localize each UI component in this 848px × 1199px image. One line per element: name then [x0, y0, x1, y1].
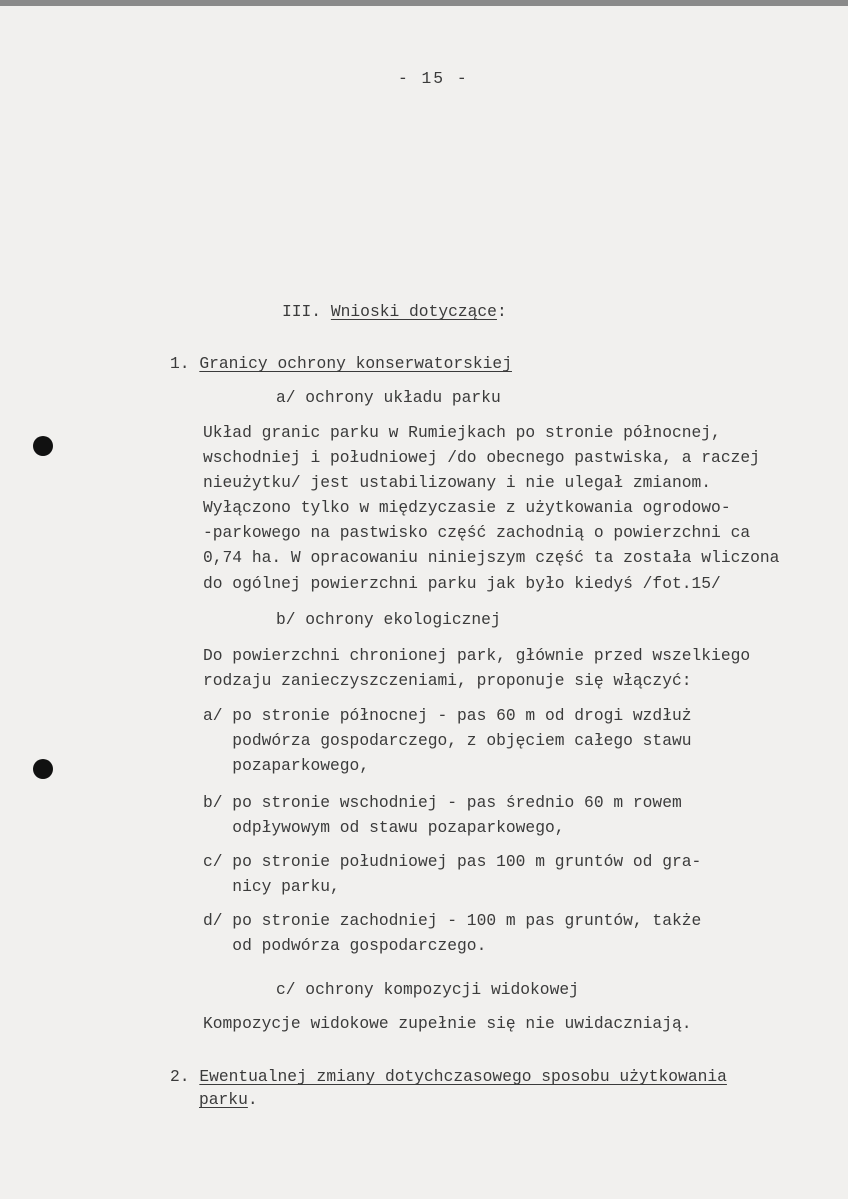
paragraph-a-line: -parkowego na pastwisko część zachodnią o powierzchni ca [203, 523, 751, 542]
section-heading [282, 303, 507, 321]
paragraph-b-intro-line: Do powierzchni chronionej park, głównie przed wszelkiego [203, 646, 751, 665]
item-2-title-line1: Ewentualnej zmiany dotychczasowego sposobu użytkowania [199, 1067, 727, 1086]
list-item-b-line: odpływowym od stawu pozaparkowego, [203, 818, 565, 837]
list-item-c-line: c/ po stronie południowej pas 100 m gruntów od gra- [203, 852, 702, 871]
paragraph-a-line: Wyłączono tylko w międzyczasie z użytkowania ogrodowo- [203, 498, 731, 517]
list-item-a-line: podwórza gospodarczego, z objęciem całego stawu [203, 731, 692, 750]
scan-top-edge [0, 0, 848, 6]
item-2-heading-continued [199, 1091, 258, 1109]
paragraph-a-line: wschodniej i południowej /do obecnego pastwiska, a raczej [203, 448, 760, 467]
subheading-c: c/ ochrony kompozycji widokowej [276, 980, 579, 999]
paragraph-a-line: do ogólnej powierzchni parku jak było kiedyś /fot.15/ [203, 574, 721, 593]
subheading-b: b/ ochrony ekologicznej [276, 610, 501, 629]
list-item-a-line: pozaparkowego, [203, 756, 370, 775]
item-2-title-line2: parku [199, 1090, 248, 1109]
item-1-heading [170, 355, 512, 373]
page-number: - 15 - [398, 69, 469, 88]
item-2-title-end: . [247, 1090, 258, 1109]
paragraph-c: Kompozycje widokowe zupełnie się nie uwidaczniają. [203, 1014, 692, 1033]
item-1-number: 1. [170, 354, 200, 373]
punch-hole-upper [33, 436, 53, 456]
paragraph-a-line: nieużytku/ jest ustabilizowany i nie ulegał zmianom. [203, 473, 712, 492]
list-item-c-line: nicy parku, [203, 877, 340, 896]
section-colon: : [496, 302, 507, 321]
paragraph-a-line: 0,74 ha. W opracowaniu niniejszym część ta została wliczona [203, 548, 780, 567]
section-numeral: III. [282, 302, 331, 321]
item-2-heading [170, 1068, 727, 1086]
item-2-number: 2. [170, 1067, 200, 1086]
item-1-title: Granicy ochrony konserwatorskiej [199, 354, 512, 373]
list-item-d-line: d/ po stronie zachodniej - 100 m pas gruntów, także [203, 911, 702, 930]
subheading-a: a/ ochrony układu parku [276, 388, 501, 407]
list-item-d-line: od podwórza gospodarczego. [203, 936, 487, 955]
paragraph-b-intro-line: rodzaju zanieczyszczeniami, proponuje się włączyć: [203, 671, 692, 690]
punch-hole-lower [33, 759, 53, 779]
list-item-b-line: b/ po stronie wschodniej - pas średnio 60 m rowem [203, 793, 682, 812]
section-title: Wnioski dotyczące [330, 302, 497, 321]
paragraph-a-line: Układ granic parku w Rumiejkach po stronie północnej, [203, 423, 721, 442]
list-item-a-line: a/ po stronie północnej - pas 60 m od drogi wzdłuż [203, 706, 692, 725]
